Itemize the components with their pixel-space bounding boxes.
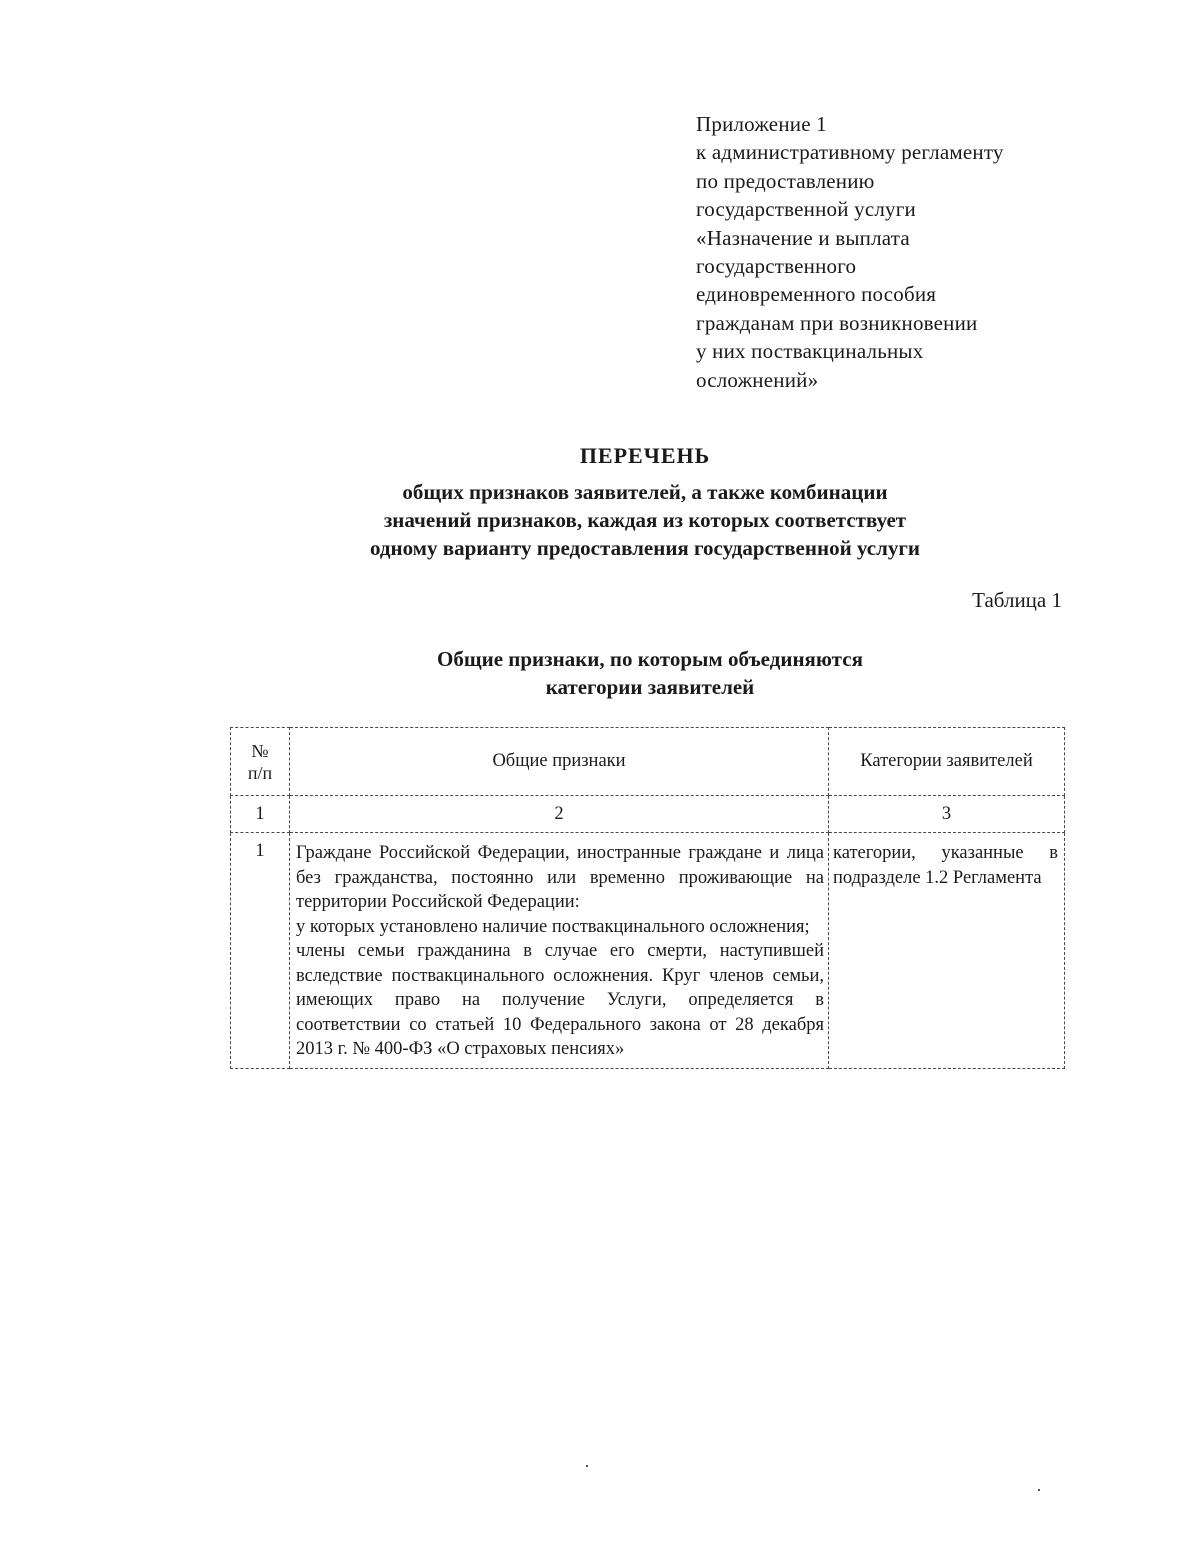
- appendix-block: [696, 110, 1096, 394]
- features-paragraph: у которых установлено наличие поствакцинального осложнения;: [296, 916, 810, 937]
- features-paragraph: члены семьи гражданина в случае его смерти, наступившей вследствие поствакцинального осложнения. Круг членов семьи, имеющих право на получение Услуги, определяется в соответствии со статьей 10 Федерального закона от 28 декабря 2013 г. № 400-ФЗ «О страховых пенсиях»: [296, 941, 824, 1059]
- index-cell: 1: [231, 796, 290, 833]
- table-heading: [300, 645, 1000, 701]
- index-cell: 2: [290, 796, 829, 833]
- scan-speck: [586, 1465, 588, 1467]
- features-table: [230, 727, 1065, 1069]
- table-row: [231, 833, 1065, 1069]
- header-cell-categories: Категории заявителей: [829, 728, 1065, 796]
- features-paragraph: Граждане Российской Федерации, иностранные граждане и лица без гражданства, постоянно или временно проживающие на территории Российской Федерации:: [296, 843, 824, 912]
- document-title: ПЕРЕЧЕНЬ: [579, 443, 711, 468]
- subtitle-line: значений признаков, каждая из которых соответствует: [383, 508, 907, 532]
- index-cell: 3: [829, 796, 1065, 833]
- table-heading-line: категории заявителей: [545, 675, 755, 699]
- appendix-line: «Назначение и выплата: [696, 225, 910, 250]
- subtitle-line: одному варианту предоставления государственной услуги: [369, 536, 921, 560]
- row-features: [290, 833, 829, 1069]
- row-categories: категории, указанные в подразделе 1.2 Регламента: [829, 833, 1065, 1069]
- table-heading-line: Общие признаки, по которым объединяются: [437, 647, 863, 671]
- header-cell-features: Общие признаки: [290, 728, 829, 796]
- scan-speck: [1038, 1489, 1040, 1491]
- appendix-line: Приложение 1: [696, 112, 827, 136]
- appendix-line: гражданам при возникновении: [696, 310, 978, 335]
- table-label: Таблица 1: [972, 588, 1062, 612]
- subtitle-line: общих признаков заявителей, а также комбинации: [402, 480, 888, 504]
- appendix-line: у них поствакцинальных: [696, 339, 924, 364]
- appendix-line: к административному регламенту: [696, 140, 1004, 165]
- row-number: 1: [231, 833, 290, 1069]
- table-header-row: [231, 728, 1065, 796]
- document-subtitle: [200, 478, 1090, 562]
- appendix-line: по предоставлению: [696, 168, 875, 193]
- header-number-abbrev: п/п: [247, 762, 273, 783]
- appendix-line: государственной услуги: [696, 197, 916, 222]
- appendix-line: государственного: [696, 254, 857, 279]
- appendix-line: осложнений»: [696, 367, 819, 392]
- header-cell-number: [231, 728, 290, 796]
- header-number-symbol: №: [251, 740, 269, 761]
- table-index-row: [231, 796, 1065, 833]
- appendix-line: единовременного пособия: [696, 282, 937, 307]
